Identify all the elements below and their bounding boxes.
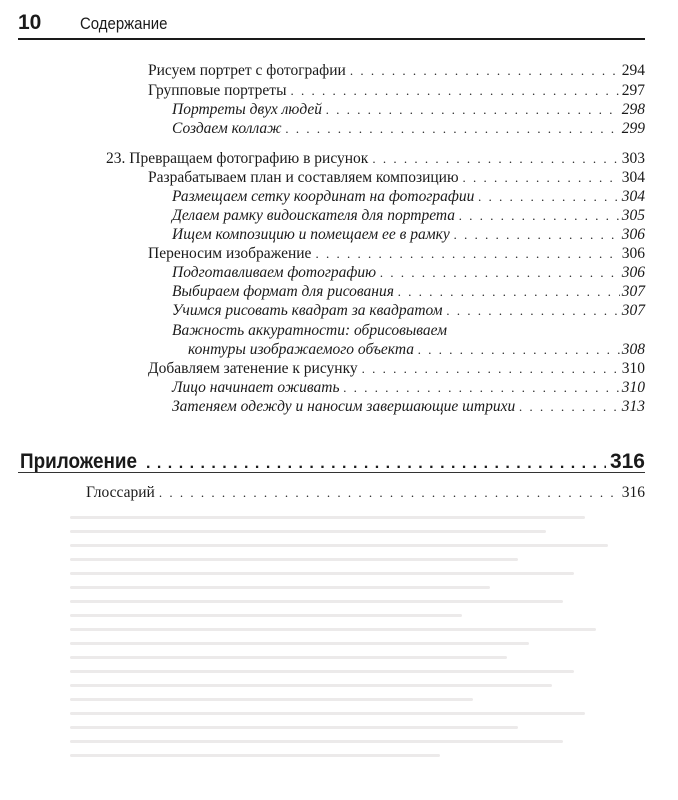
glossary-entry[interactable]: Глоссарий . . . 316 — [86, 484, 645, 502]
appendix-divider — [18, 472, 645, 473]
appendix-page: 316 — [609, 450, 645, 473]
toc-entry[interactable]: Переносим изображение . . . 306 — [148, 245, 645, 263]
toc-chapter-entry[interactable]: 23. Превращаем фотографию в рисунок . . . 303 — [106, 150, 645, 168]
toc-entry[interactable]: Групповые портреты . . . 297 — [148, 82, 645, 100]
running-section-title: Содержание — [80, 14, 168, 33]
toc-entry[interactable]: Создаем коллаж . . . 299 — [172, 120, 645, 138]
toc-entry-line[interactable]: Важность аккуратности: обрисовываем — [172, 322, 448, 339]
toc-entry[interactable]: Затеняем одежду и наносим завершающие штрихи . . . 313 — [172, 398, 645, 416]
toc-entry[interactable]: Разрабатываем план и составляем композицию . . . 304 — [148, 169, 645, 187]
toc-entry[interactable]: Рисуем портрет с фотографии . . . 294 — [148, 62, 645, 80]
page-number: 10 — [18, 11, 42, 34]
page-header — [18, 12, 645, 40]
toc-entry[interactable]: контуры изображаемого объекта . . . 308 — [188, 341, 645, 359]
toc-entry[interactable]: Делаем рамку видоискателя для портрета . . . 305 — [172, 207, 645, 225]
toc-entry[interactable]: Учимся рисовать квадрат за квадратом . . . 307 — [172, 302, 645, 320]
toc-entry[interactable]: Ищем композицию и помещаем ее в рамку . . . 306 — [172, 226, 645, 244]
appendix-title: Приложение — [20, 450, 138, 473]
toc-entry[interactable]: Лицо начинает оживать . . . 310 — [172, 379, 645, 397]
toc-entry[interactable]: Портреты двух людей . . . 298 — [172, 101, 645, 119]
toc-entry[interactable]: Подготавливаем фотографию . . . 306 — [172, 264, 645, 282]
toc-entry[interactable]: Добавляем затенение к рисунку . . . 310 — [148, 360, 645, 378]
appendix-heading-entry[interactable] — [20, 450, 645, 474]
toc-entry[interactable]: Размещаем сетку координат на фотографии . . . 304 — [172, 188, 645, 206]
bleed-through-background — [70, 505, 630, 795]
toc-entry[interactable]: Выбираем формат для рисования . . . 307 — [172, 283, 645, 301]
